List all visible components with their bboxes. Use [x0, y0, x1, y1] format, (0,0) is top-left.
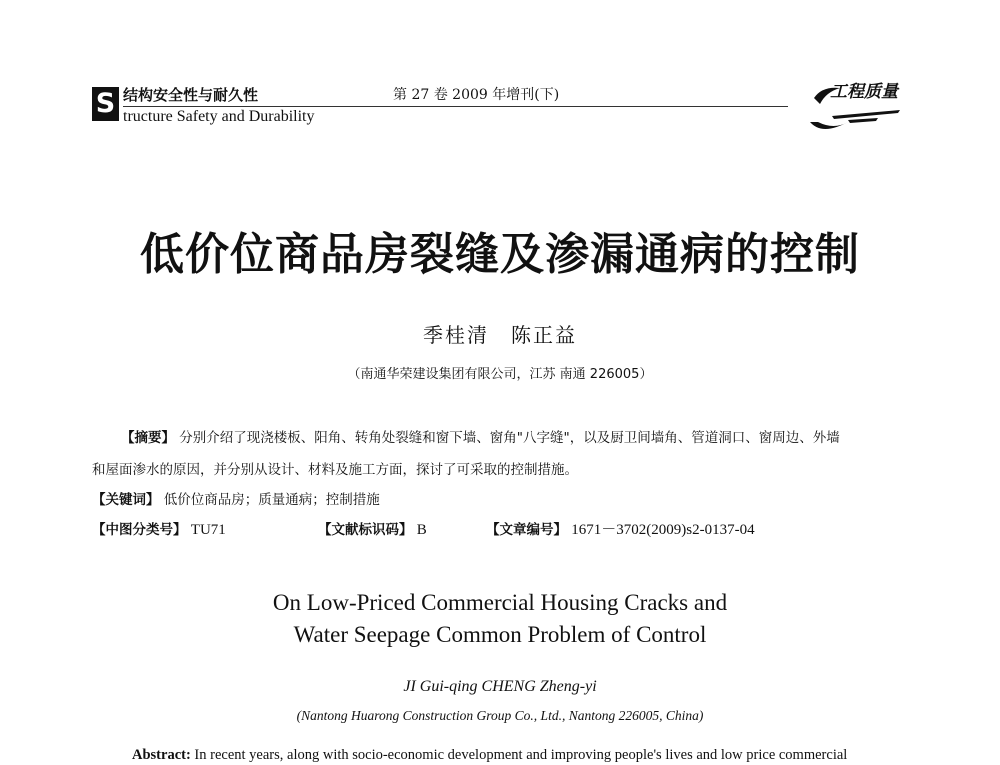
journal-name-cn: 结构安全性与耐久性 — [123, 86, 259, 104]
article-title-cn: 低价位商品房裂缝及渗漏通病的控制 — [140, 229, 860, 280]
journal-logo-s: S — [92, 87, 119, 121]
clc-value: TU71 — [190, 522, 226, 538]
article-number-value: 1671－3702(2009)s2-0137-04 — [571, 522, 755, 538]
abstract-en-text: In recent years, along with socio-economic development and improving people's lives and low price commercial — [194, 747, 848, 763]
issue-info: 第 27 卷 2009 年增刊(下) — [393, 87, 560, 103]
abstract-en-label: Abstract: — [132, 747, 191, 763]
affiliation-cn: （南通华荣建设集团有限公司，江苏 南通 226005） — [347, 367, 653, 382]
document-code — [318, 520, 427, 540]
authors-cn: 季桂清 陈正益 — [423, 323, 577, 347]
keywords-cn — [92, 490, 380, 510]
clc-number — [92, 520, 226, 540]
keywords-label: 【关键词】 — [92, 492, 160, 508]
affiliation-en: (Nantong Huarong Construction Group Co., Ltd., Nantong 226005, China) — [296, 708, 704, 723]
abstract-cn-line1 — [121, 428, 840, 448]
keywords-value: 低价位商品房；质量通病；控制措施 — [163, 492, 380, 508]
abstract-cn-label: 【摘要】 — [121, 430, 175, 446]
article-title-en-line1: On Low-Priced Commercial Housing Cracks and — [272, 590, 728, 615]
document-code-label: 【文献标识码】 — [318, 522, 413, 538]
abstract-en — [132, 745, 912, 765]
article-title-en-line2: Water Seepage Common Problem of Control — [293, 622, 707, 647]
abstract-cn-text-1: 分别介绍了现浇楼板、阳角、转角处裂缝和窗下墙、窗角"八字缝"，以及厨卫间墙角、管道洞口、窗周边、外墙 — [179, 430, 840, 446]
article-number-label: 【文章编号】 — [486, 522, 567, 538]
authors-en: JI Gui-qing CHENG Zheng-yi — [403, 678, 597, 695]
classification-row — [92, 520, 912, 542]
engineering-quality-logo — [808, 82, 906, 136]
header-divider — [123, 106, 788, 107]
document-code-value: B — [416, 522, 427, 538]
journal-name-en: tructure Safety and Durability — [123, 108, 315, 125]
clc-label: 【中图分类号】 — [92, 522, 187, 538]
article-number — [486, 520, 755, 540]
abstract-cn-line2: 和屋面渗水的原因，并分别从设计、材料及施工方面，探讨了可采取的控制措施。 — [92, 462, 578, 478]
brand-text: 工程质量 — [830, 82, 898, 102]
